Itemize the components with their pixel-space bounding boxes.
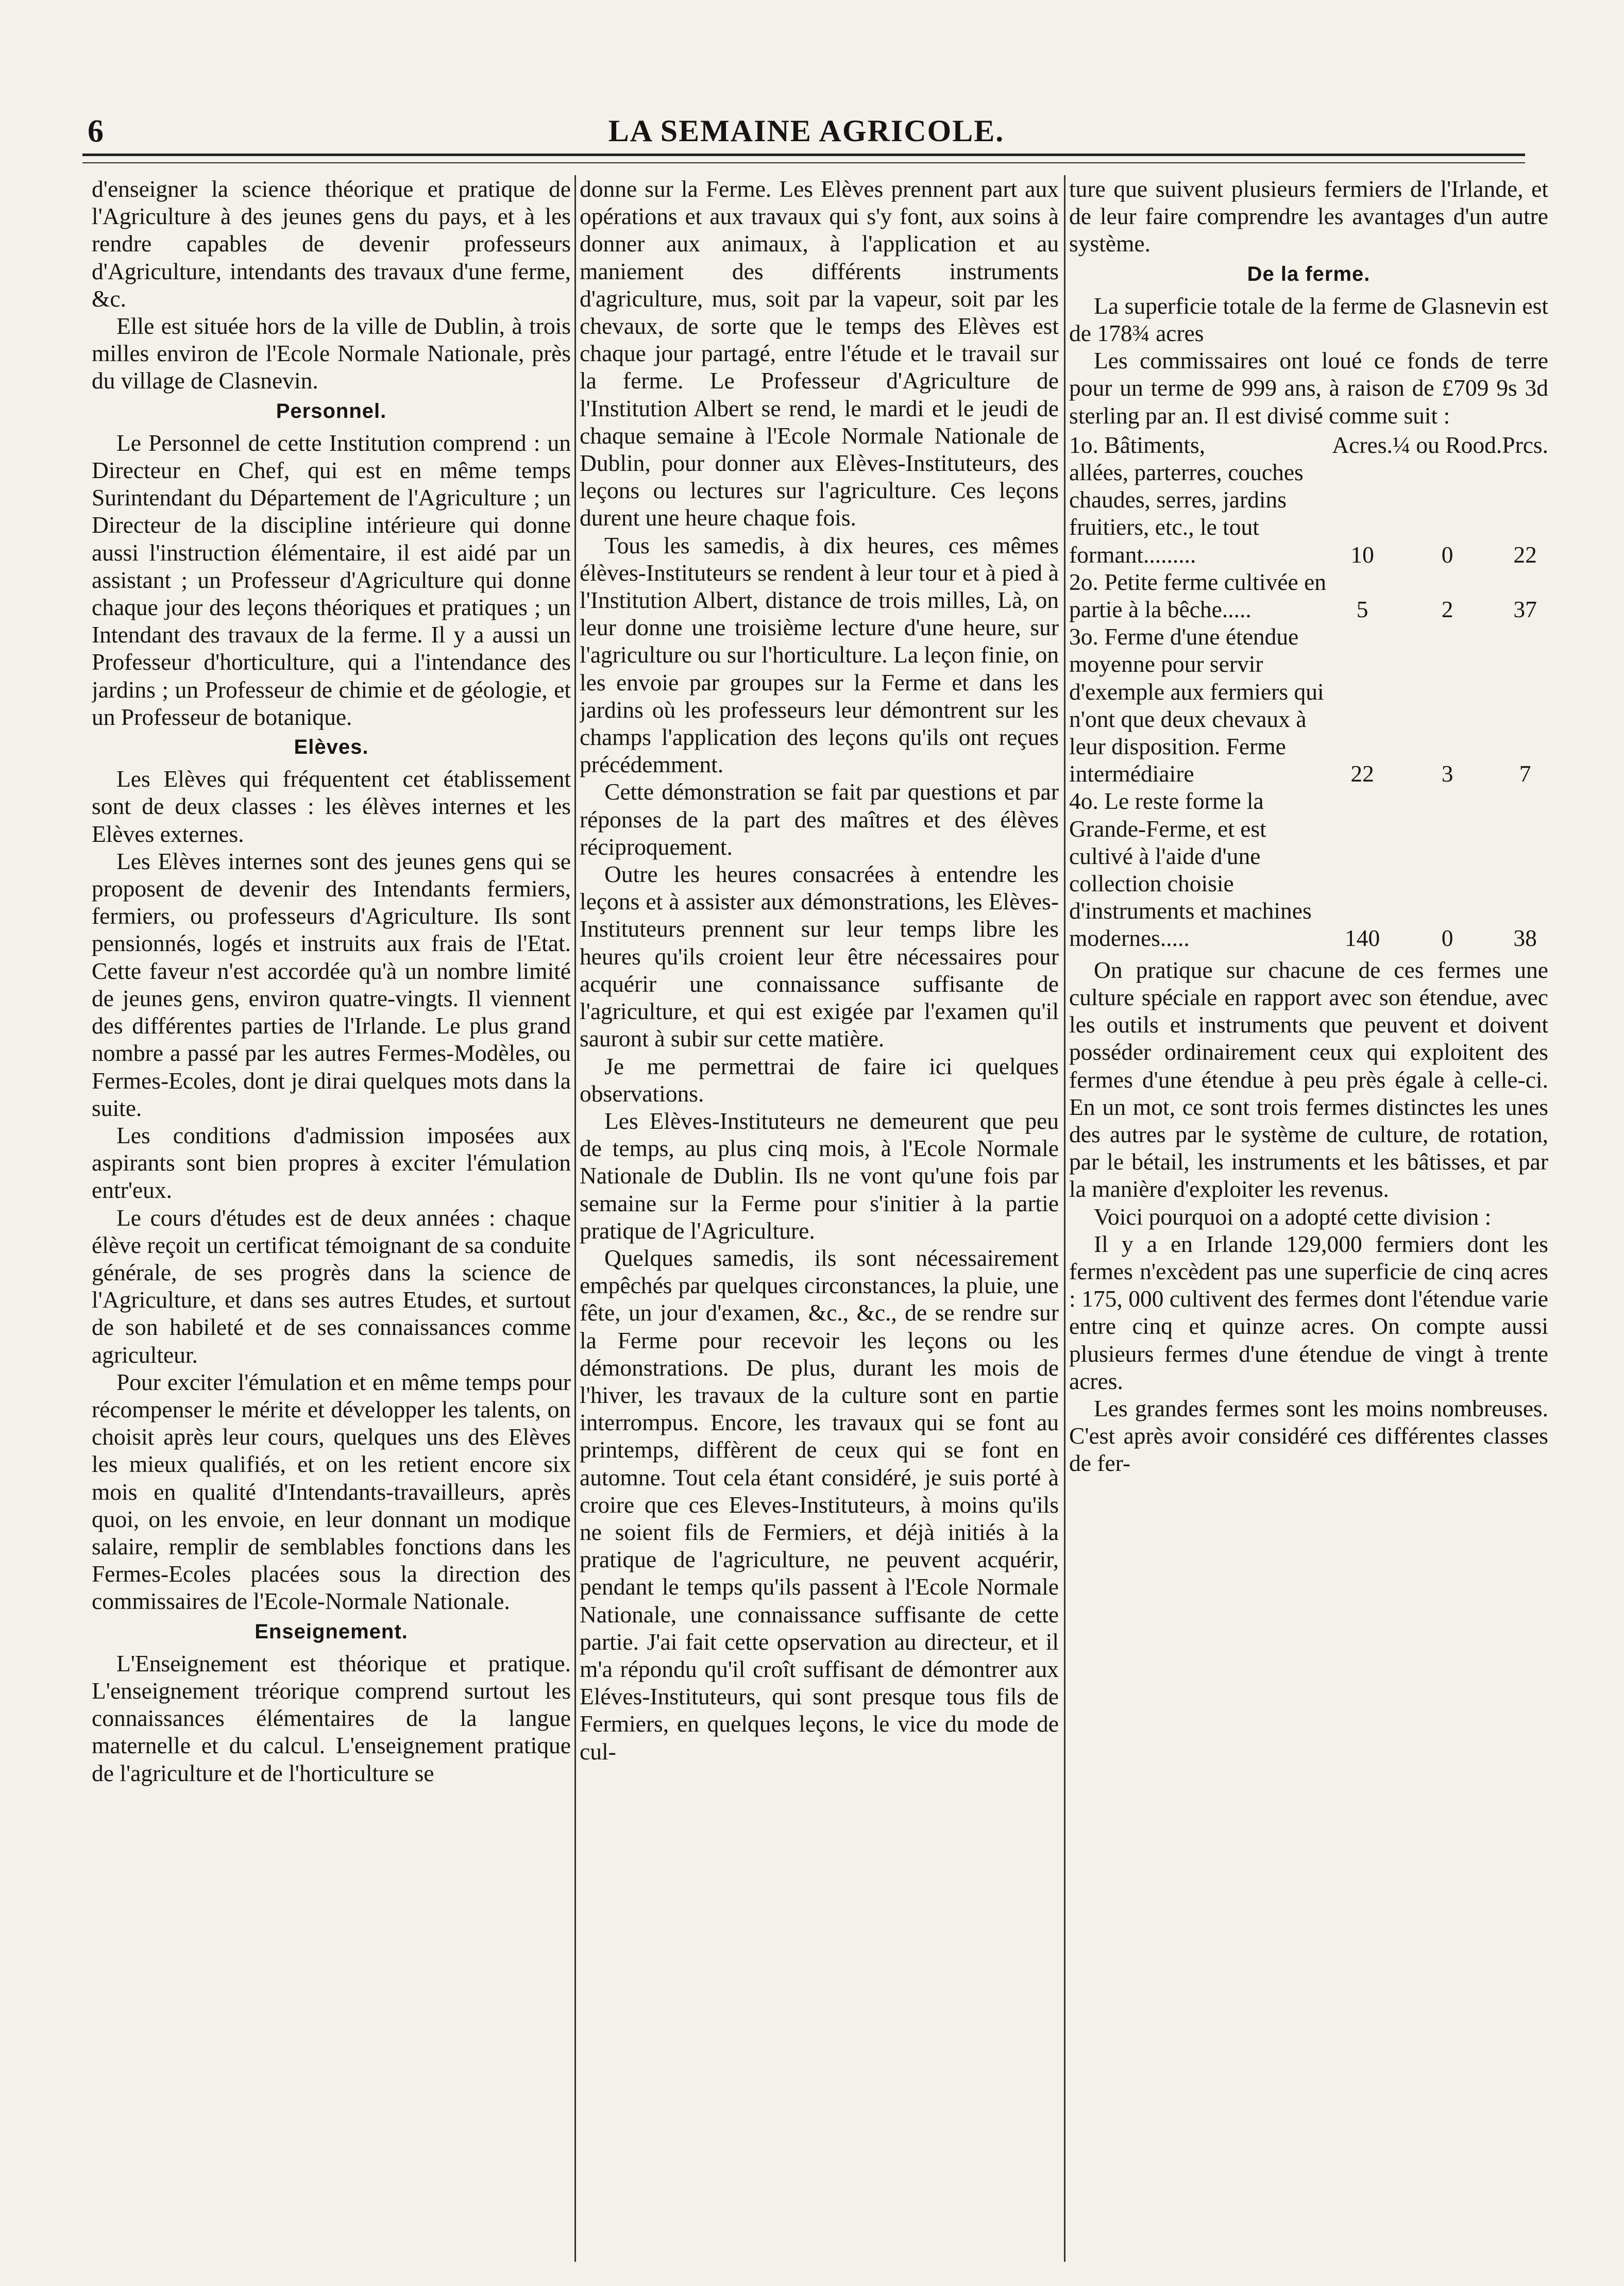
paragraph: Outre les heures consacrées à entendre les leçons et à assister aux démonstrations, les Elèves-Instituteurs prennent sur leur temps libre les heures qu'ils croient leur être nécessaires pour acquérir une connaissance suffisante de l'agriculture, et qui est exigée par l'examen qu'il sauront à subir sur cette matière. [580,861,1059,1052]
paragraph: Il y a en Irlande 129,000 fermiers dont les fermes n'excèdent pas une superficie de cinq acres : 175, 000 cultivent des fermes dont l'étendue varie entre cinq et quinze acres. On compte aussi plusieurs fermes d'une étendue de vingt à trente acres. [1069,1230,1548,1394]
table-row [1069,459,1548,568]
table-row [1069,568,1548,623]
section-heading-enseignement: Enseignement. [255,1620,408,1643]
plot-description: allées, parterres, couches chaudes, serres, jardins fruitiers, etc., le tout formant......... [1069,459,1304,568]
plot-rood: 0 [1441,925,1453,952]
table-header-rood: ¼ ou Rood. [1392,431,1502,458]
paragraph: On pratique sur chacune de ces fermes une culture spéciale en rapport avec son étendue, avec les outils et instruments que peuvent et doivent posséder ordinairement ceux qui exploitent des fermes d'une étendue à peu près égale à celle-ci. En un mot, ce sont trois fermes distinctes les unes des autres par le système de culture, de rotation, par le bétail, les instruments et les bâtisses, et par la manière d'exploiter les revenus. [1069,956,1548,1203]
paragraph: Voici pourquoi on a adopté cette division : [1094,1203,1492,1230]
plot-prcs: 38 [1513,925,1537,952]
table-header-acres: Acres. [1332,431,1393,458]
paragraph: Le cours d'études est de deux années : chaque élève reçoit un certificat témoignant de sa conduite générale, de ses progrès dans la science de l'Agriculture, et dans ses autres Etudes, et surtout de son habileté et de ses connaissances comme agriculteur. [92,1204,571,1368]
table-header-first: 1o. Bâtiments, [1069,431,1206,458]
table-header-row [1069,431,1548,459]
plot-acres: 22 [1350,760,1374,787]
column-divider [1064,175,1065,2262]
paragraph: Quelques samedis, ils sont nécessairement empêchés par quelques circonstances, la pluie, une fête, un jour d'examen, &c., &c., de se rendre sur la Ferme pour recevoir les leçons ou les démonstrations. De plus, durant les mois de l'hiver, les travaux de la culture sont en partie interrompus. Encore, les travaux qui se font au printemps, diffèrent de ceux qui se font en automne. Tout cela étant considéré, je suis porté à croire que ces Eleves-Instituteurs, à moins qu'ils ne soient fils de Fermiers, et déjà initiés à la pratique de l'agriculture, ne peuvent acquérir, pendant le temps qu'ils passent à l'Ecole Normale Nationale, une connaissance suffisante de cette partie. J'ai fait cette opservation au directeur, et il m'a répondu qu'il croît suffisant de démontrer aux Eléves-Instituteurs, qui sont presque tous fils de Fermiers, en quelques leçons, le vice du mode de cul- [580,1244,1059,1765]
running-title: LA SEMAINE AGRICOLE. [608,114,1005,148]
section-heading-ferme: De la ferme. [1247,262,1371,285]
paragraph: Le Personnel de cette Institution comprend : un Directeur en Chef, qui est en même temps Surintendant du Département de l'Agriculture ; un Directeur de la discipline intérieure qui donne aussi l'instruction élémentaire, il est aidé par un assistant ; un Professeur d'Agriculture qui donne chaque jour des leçons théoriques et pratiques ; un Intendant des travaux de la ferme. Il y a aussi un Professeur d'horticulture, qui a l'intendance des jardins ; un Professeur de chimie et de géologie, et un Professeur de botanique. [92,429,571,730]
section-heading-eleves: Elèves. [294,736,369,759]
paragraph: ture que suivent plusieurs fermiers de l'Irlande, et de leur faire comprendre les avantages d'un autre système. [1069,176,1548,257]
plot-acres: 10 [1350,541,1374,568]
paragraph: Les grandes fermes sont les moins nombreuses. C'est après avoir considéré ces différentes classes de fer- [1069,1395,1548,1477]
page-number: 6 [88,114,104,149]
paragraph: donne sur la Ferme. Les Elèves prennent part aux opérations et aux travaux qui s'y font, aux soins à donner aux animaux, à l'application et au maniement des différents instruments d'agriculture, mus, soit par la vapeur, soit par les chevaux, de sorte que le temps des Elèves est chaque jour partagé, entre l'étude et le travail sur la ferme. Le Professeur d'Agriculture de l'Institution Albert se rend, le mardi et le jeudi de chaque semaine à l'Ecole Normale Nationale de Dublin, pour donner aux Elèves-Instituteurs, des leçons ou lectures sur l'agriculture. Ces leçons durent une heure chaque fois. [580,176,1059,531]
paragraph: Pour exciter l'émulation et en même temps pour récompenser le mérite et développer les talents, on choisit après leur cours, quelques uns des Elèves les mieux qualifiés, et on les retient encore six mois en qualité d'Intendants-travailleurs, après quoi, on les envoie, en leur donnant un modique salaire, remplir de semblables fonctions dans les Fermes-Ecoles placées sous la direction des commissaires de l'Ecole-Normale Nationale. [92,1368,571,1615]
table-header-prcs: Prcs. [1502,431,1548,458]
paragraph: d'enseigner la science théorique et pratique de l'Agriculture à des jeunes gens du pays, et à les rendre capables de devenir professeurs d'Agriculture, intendants des travaux d'une ferme, &c. [92,176,571,312]
paragraph: Les conditions d'admission imposées aux aspirants sont bien propres à exciter l'émulation entr'eux. [92,1122,571,1204]
plot-description: 3o. Ferme d'une étendue moyenne pour servir d'exemple aux fermiers qui n'ont que deux chevaux à leur disposition. Ferme intermédiaire [1069,623,1324,787]
section-heading-personnel: Personnel. [276,399,387,422]
plot-rood: 0 [1441,541,1453,568]
plot-description: 4o. Le reste forme la Grande-Ferme, et est cultivé à l'aide d'une collection choisie d'instruments et machines modernes..... [1069,788,1312,952]
column-divider [574,175,576,2262]
page-header [88,108,1525,155]
paragraph: Les Elèves qui fréquentent cet établissement sont de deux classes : les élèves internes et les Elèves externes. [92,766,571,847]
paragraph: Cette démonstration se fait par questions et par réponses de la part des maîtres et des élèves réciproquement. [580,778,1059,860]
plot-description: 2o. Petite ferme cultivée en partie à la bêche..... [1069,568,1327,623]
paragraph: L'Enseignement est théorique et pratique. L'enseignement tréorique comprend surtout les connaissances élémentaires de la langue maternelle et du calcul. L'enseignement pratique de l'agriculture et de l'horticulture se [92,1650,571,1786]
header-rule [82,154,1525,163]
plot-prcs: 7 [1519,760,1531,787]
plot-acres: 140 [1345,925,1380,952]
paragraph: Tous les samedis, à dix heures, ces mêmes élèves-Instituteurs se rendent à leur tour et à pied à l'Institution Albert, distance de trois milles, Là, on leur donne une troisième lecture d'une heure, sur l'agriculture ou sur l'horticulture. La leçon finie, on les envoie par groupes sur la Ferme et dans les jardins où les professeurs leur démontrent sur les champs l'application des leçons qu'ils ont reçues précédemment. [580,532,1059,778]
plot-prcs: 37 [1513,596,1537,623]
paragraph: Les Elèves internes sont des jeunes gens qui se proposent de devenir des Intendants fermiers, fermiers, ou professeurs d'Agriculture. Ils sont pensionnés, logés et instruits aux frais de l'Etat. Cette faveur n'est accordée qu'à un nombre limité de jeunes gens, environ quatre-vingts. Il viennent des différentes parties de l'Irlande. Le plus grand nombre a passé par les autres Fermes-Modèles, ou Fermes-Ecoles, dont je dirai quelques mots dans la suite. [92,848,571,1121]
plot-rood: 2 [1441,596,1453,623]
paragraph: Les Elèves-Instituteurs ne demeurent que peu de temps, au plus cinq mois, à l'Ecole Normale Nationale de Dublin. Ils ne vont qu'une fois par semaine sur la Ferme pour s'initier à la partie pratique de l'Agriculture. [580,1107,1059,1244]
farm-division-table [1069,431,1548,952]
paragraph: Les commissaires ont loué ce fonds de terre pour un terme de 999 ans, à raison de £709 9s 3d sterling par an. Il est divisé comme suit : [1069,347,1548,429]
plot-prcs: 22 [1513,541,1537,568]
table-row [1069,623,1548,787]
plot-rood: 3 [1441,760,1453,787]
column-3 [1069,175,1548,2272]
paragraph: Elle est située hors de la ville de Dublin, à trois milles environ de l'Ecole Normale Nationale, près du village de Clasnevin. [92,313,571,394]
column-2 [580,175,1059,2272]
paragraph: La superficie totale de la ferme de Glasnevin est de 178¾ acres [1069,292,1548,347]
paragraph: Je me permettrai de faire ici quelques observations. [580,1053,1059,1107]
plot-acres: 5 [1356,596,1368,623]
column-1 [92,175,571,2272]
table-row [1069,787,1548,952]
